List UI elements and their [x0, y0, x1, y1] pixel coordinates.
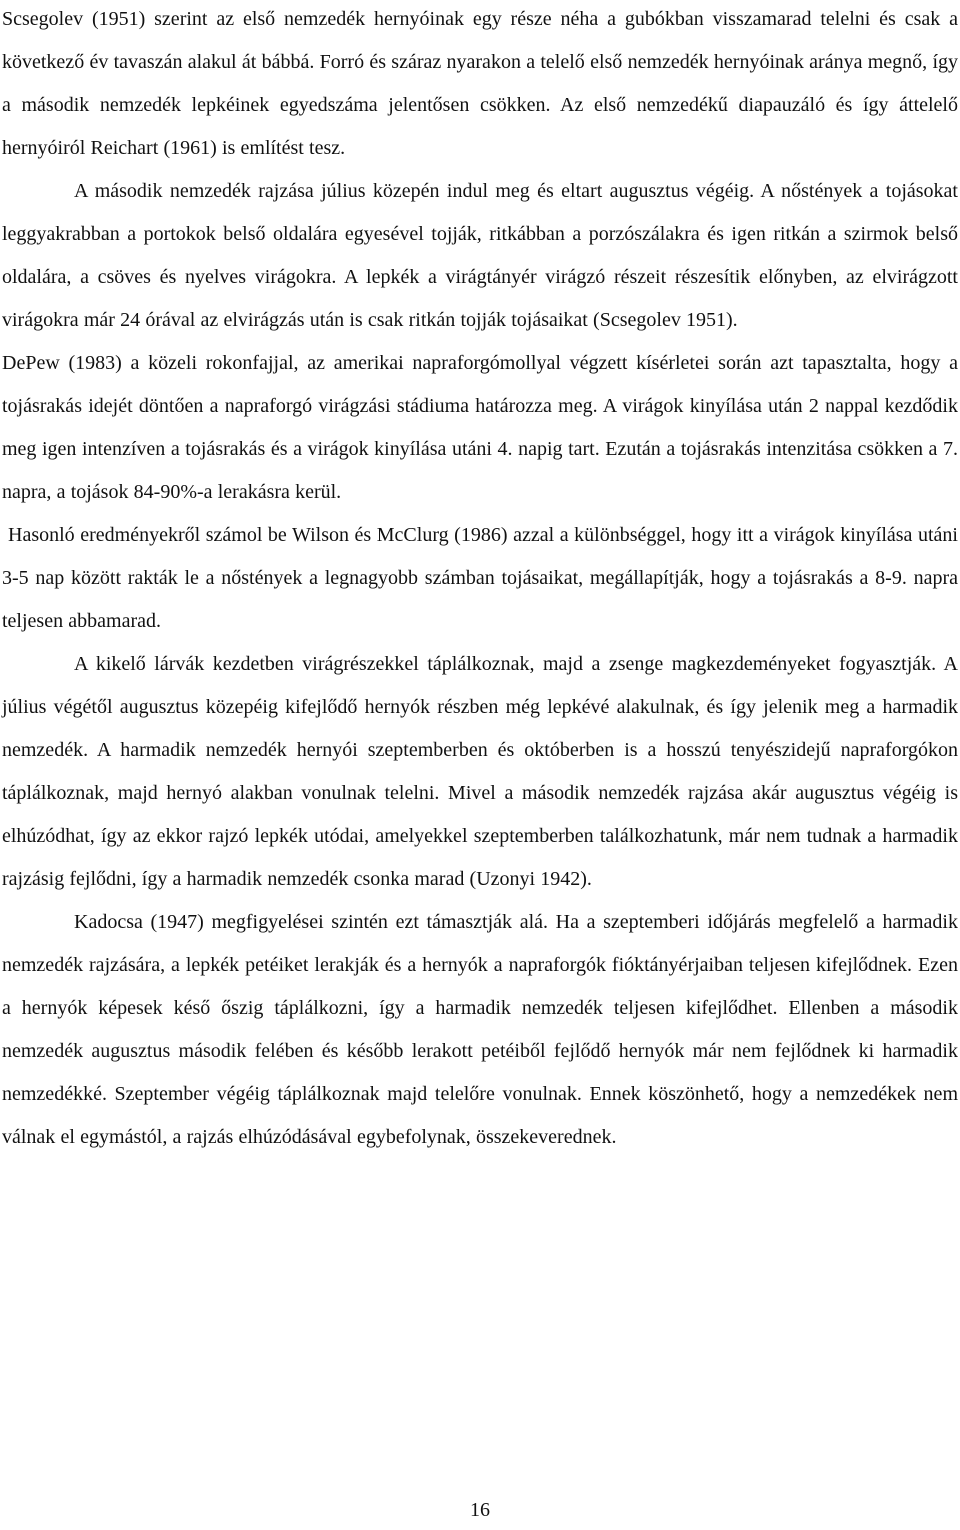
paragraph-4: Hasonló eredményekről számol be Wilson és McClurg (1986) azzal a különbséggel, hogy itt a virágok kinyílása utáni 3-5 nap között rakták le a nőstények a legnagyobb számban tojásaikat, megállapítják, hogy a tojásrakás a 8-9. napra teljesen abbamarad. — [2, 524, 958, 632]
paragraph-1: Scsegolev (1951) szerint az első nemzedék hernyóinak egy része néha a gubókban visszamarad telelni és csak a következő év tavaszán alakul át bábbá. Forró és száraz nyarakon a telelő első nemzedék hernyóinak aránya megnő, így a második nemzedék lepkéinek egyedszáma jelentősen csökken. Az első nemzedékű diapauzáló és így áttelelő hernyóiról Reichart (1961) is említést tesz. — [2, 8, 958, 159]
paragraph-2: A második nemzedék rajzása július közepén indul meg és eltart augusztus végéig. A nőstények a tojásokat leggyakrabban a portokok belső oldalára egyesével tojják, ritkábban a porzószálakra és igen ritkán a szirmok belső oldalára, a csöves és nyelves virágokra. A lepkék a virágtányér virágzó részeit részesítik előnyben, az elvirágzott virágokra már 24 órával az elvirágzás után is csak ritkán tojják tojásaikat (Scsegolev 1951). — [2, 180, 958, 331]
page-number: 16 — [470, 1499, 490, 1521]
paragraph-5: A kikelő lárvák kezdetben virágrészekkel táplálkoznak, majd a zsenge magkezdeményeket fogyasztják. A július végétől augusztus közepéig kifejlődő hernyók részben még lepkévé alakulnak, és így jelenik meg a harmadik nemzedék. A harmadik nemzedék hernyói szeptemberben és októberben is a hosszú tenyészidejű napraforgókon táplálkoznak, majd hernyó alakban vonulnak telelni. Mivel a második nemzedék rajzása akár augusztus végéig is elhúzódhat, így az ekkor rajzó lepkék utódai, amelyekkel szeptemberben találkozhatunk, már nem tudnak a harmadik rajzásig fejlődni, így a harmadik nemzedék csonka marad (Uzonyi 1942). — [2, 653, 958, 890]
body-text — [2, 0, 958, 1159]
paragraph-6: Kadocsa (1947) megfigyelései szintén ezt támasztják alá. Ha a szeptemberi időjárás megfelelő a harmadik nemzedék rajzására, a lepkék petéiket lerakják és a hernyók a napraforgók fióktányérjaiban teljesen kifejlődnek. Ezen a hernyók képesek késő őszig táplálkozni, így a harmadik nemzedék teljesen kifejlődhet. Ellenben a második nemzedék augusztus második felében és később lerakott petéiből fejlődő hernyók már nem fejlődnek ki harmadik nemzedékké. Szeptember végéig táplálkoznak majd telelőre vonulnak. Ennek köszönhető, hogy a nemzedékek nem válnak el egymástól, a rajzás elhúzódásával egybefolynak, összekeverednek. — [2, 911, 958, 1148]
paragraph-3: DePew (1983) a közeli rokonfajjal, az amerikai napraforgómollyal végzett kísérletei során azt tapasztalta, hogy a tojásrakás idejét döntően a napraforgó virágzási stádiuma határozza meg. A virágok kinyílása után 2 nappal kezdődik meg igen intenzíven a tojásrakás és a virágok kinyílása utáni 4. napig tart. Ezután a tojásrakás intenzitása csökken a 7. napra, a tojások 84-90%-a lerakásra kerül. — [2, 352, 958, 503]
